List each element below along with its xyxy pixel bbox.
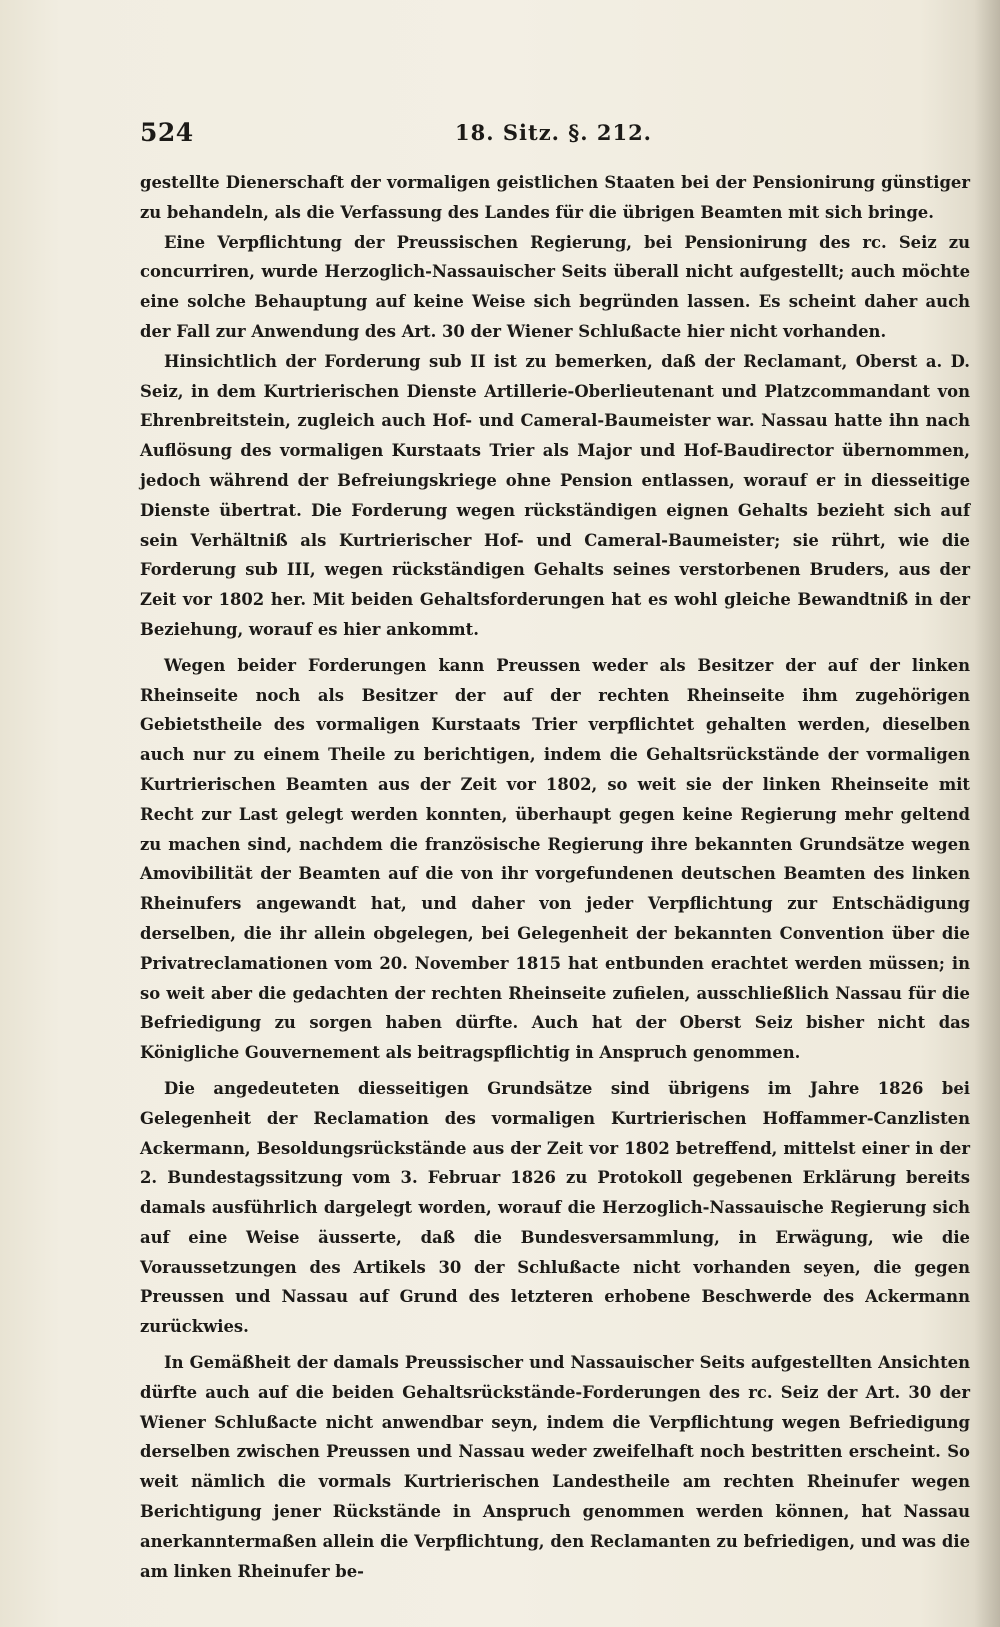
paragraph-1: gestellte Dienerschaft der vormaligen geistlichen Staaten bei der Pensionirung günstiger zu behandeln, als die Verfassung des Landes für die übrigen Beamten mit sich bringe. — [140, 173, 970, 222]
paragraph-6: In Gemäßheit der damals Preussischer und Nassauischer Seits aufgestellten Ansichten dürfte auch auf die beiden Gehaltsrückstände-Forderungen des rc. Seiz der Art. 30 der Wiener Schlußacte nicht anwendbar seyn, indem die Verpflichtung wegen Befriedigung derselben zwischen Preussen und Nassau weder zweifelhaft noch bestritten erscheint. So weit nämlich die vormals Kurtrierischen Landestheile am rechten Rheinufer wegen Berichtigung jener Rückstände in Anspruch genommen werden können, hat Nassau anerkanntermaßen allein die Verpflichtung, den Reclamanten zu befriedigen, und was die am linken Rheinufer be- — [140, 1353, 970, 1581]
running-head: 18. Sitz. §. 212. — [455, 120, 652, 145]
paragraph-4: Wegen beider Forderungen kann Preussen weder als Besitzer der auf der linken Rheinseite noch als Besitzer der auf der rechten Rheinseite ihm zugehörigen Gebietstheile des vormaligen Kurstaats Trier verpflichtet gehalten werden, dieselben auch nur zu einem Theile zu berichtigen, indem die Gehaltsrückstände der vormaligen Kurtrierischen Beamten aus der Zeit vor 1802, so weit sie der linken Rheinseite mit Recht zur Last gelegt werden konnten, überhaupt gegen keine Regierung mehr geltend zu machen sind, nachdem die französische Regierung ihre bekannten Grundsätze wegen Amovibilität der Beamten auf die von ihr vorgefundenen deutschen Beamten des linken Rheinufers angewandt hat, und daher von jeder Verpflichtung zur Entschädigung derselben, die ihr allein obgelegen, bei Gelegenheit der bekannten Convention über die Privatreclamationen vom 20. November 1815 hat entbunden erachtet werden müssen; in so weit aber die gedachten der rechten Rheinseite zufielen, ausschließlich Nassau für die Befriedigung zu sorgen haben dürfte. Auch hat der Oberst Seiz bisher nicht das Königliche Gouvernement als beitragspflichtig in Anspruch genommen. — [140, 655, 970, 1063]
page-body — [140, 168, 970, 1586]
page-number: 524 — [140, 118, 194, 147]
page-edge-shadow — [974, 0, 1000, 1627]
page-header — [140, 118, 960, 154]
paragraph-5: Die angedeuteten diesseitigen Grundsätze sind übrigens im Jahre 1826 bei Gelegenheit der Reclamation des vormaligen Kurtrierischen Hoffammer-Canzlisten Ackermann, Besoldungsrückstände aus der Zeit vor 1802 betreffend, mittelst einer in der 2. Bundestagssitzung vom 3. Februar 1826 zu Protokoll gegebenen Erklärung bereits damals ausführlich dargelegt worden, worauf die Herzoglich-Nassauische Regierung sich auf eine Weise äusserte, daß die Bundesversammlung, in Erwägung, wie die Voraussetzungen des Artikels 30 der Schlußacte nicht vorhanden seyen, die gegen Preussen und Nassau auf Grund des letzteren erhobene Beschwerde des Ackermann zurückwies. — [140, 1078, 970, 1337]
paragraph-3: Hinsichtlich der Forderung sub II ist zu bemerken, daß der Reclamant, Oberst a. D. Seiz, in dem Kurtrierischen Dienste Artillerie-Oberlieutenant und Platzcommandant von Ehrenbreitstein, zugleich auch Hof- und Cameral-Baumeister war. Nassau hatte ihn nach Auflösung des vormaligen Kurstaats Trier als Major und Hof-Baudirector übernommen, jedoch während der Befreiungskriege ohne Pension entlassen, worauf er in diesseitige Dienste übertrat. Die Forderung wegen rückständigen eignen Gehalts bezieht sich auf sein Verhältniß als Kurtrierischer Hof- und Cameral-Baumeister; sie rührt, wie die Forderung sub III, wegen rückständigen Gehalts seines verstorbenen Bruders, aus der Zeit vor 1802 her. Mit beiden Gehaltsforderungen hat es wohl gleiche Bewandtniß in der Beziehung, worauf es hier ankommt. — [140, 351, 970, 639]
paragraph-2: Eine Verpflichtung der Preussischen Regierung, bei Pensionirung des rc. Seiz zu concurriren, wurde Herzoglich-Nassauischer Seits überall nicht aufgestellt; auch möchte eine solche Behauptung auf keine Weise sich begründen lassen. Es scheint daher auch der Fall zur Anwendung des Art. 30 der Wiener Schlußacte hier nicht vorhanden. — [140, 232, 970, 341]
